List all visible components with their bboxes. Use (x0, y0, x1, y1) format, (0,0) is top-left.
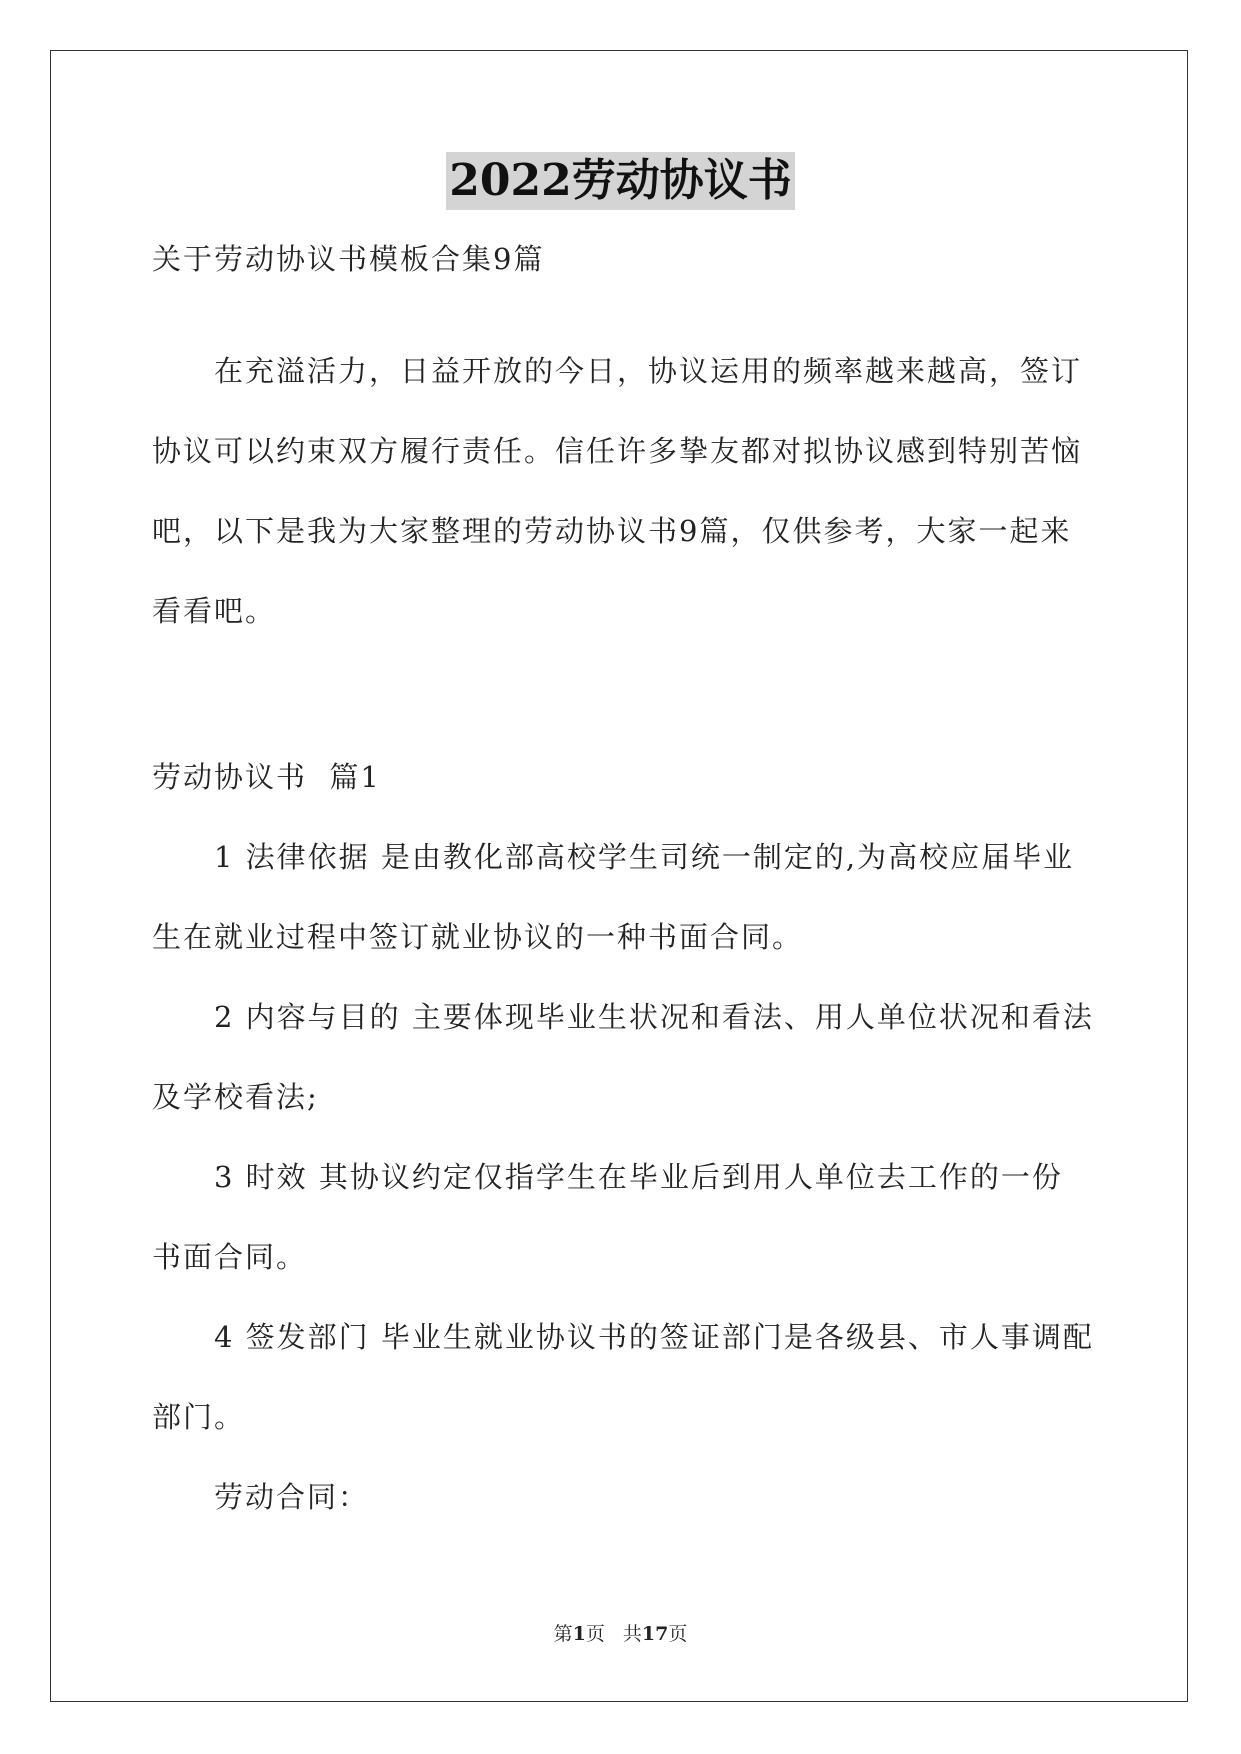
intro-line-4: 看看吧。 (152, 594, 277, 628)
title-container (0, 152, 1241, 210)
contract-label: 劳动合同： (214, 1480, 370, 1514)
item-4-line-2: 部门。 (152, 1400, 246, 1434)
item-1-line-2: 生在就业过程中签订就业协议的一种书面合同。 (152, 920, 804, 954)
item-2-line-2: 及学校看法; (152, 1080, 319, 1114)
document-subtitle: 关于劳动协议书模板合集9篇 (152, 242, 545, 276)
item-3-line-1: 3 时效 其协议约定仅指学生在毕业后到用人单位去工作的一份 (214, 1160, 1063, 1194)
document-title: 2022劳动协议书 (446, 152, 794, 210)
footer-total-prefix: 共 (622, 1623, 642, 1645)
page-footer (0, 1622, 1241, 1646)
section-heading: 劳动协议书 篇1 (152, 760, 381, 794)
intro-line-3: 吧，以下是我为大家整理的劳动协议书9篇，仅供参考，大家一起来 (152, 514, 1072, 548)
intro-line-1: 在充溢活力，日益开放的今日，协议运用的频率越来越高，签订 (214, 354, 1083, 388)
footer-page-word: 页 (585, 1623, 605, 1645)
footer-total-suffix: 页 (668, 1623, 688, 1645)
footer-prefix: 第 (553, 1623, 573, 1645)
footer-current-page: 1 (572, 1623, 586, 1645)
item-1-line-1: 1 法律依据 是由教化部高校学生司统一制定的,为高校应届毕业 (214, 840, 1075, 874)
item-4-line-1: 4 签发部门 毕业生就业协议书的签证部门是各级县、市人事调配 (214, 1320, 1094, 1354)
intro-line-2: 协议可以约束双方履行责任。信任许多挚友都对拟协议感到特别苦恼 (152, 434, 1083, 468)
item-3-line-2: 书面合同。 (152, 1240, 308, 1274)
item-2-line-1: 2 内容与目的 主要体现毕业生状况和看法、用人单位状况和看法 (214, 1000, 1094, 1034)
footer-total-pages: 17 (641, 1623, 669, 1645)
